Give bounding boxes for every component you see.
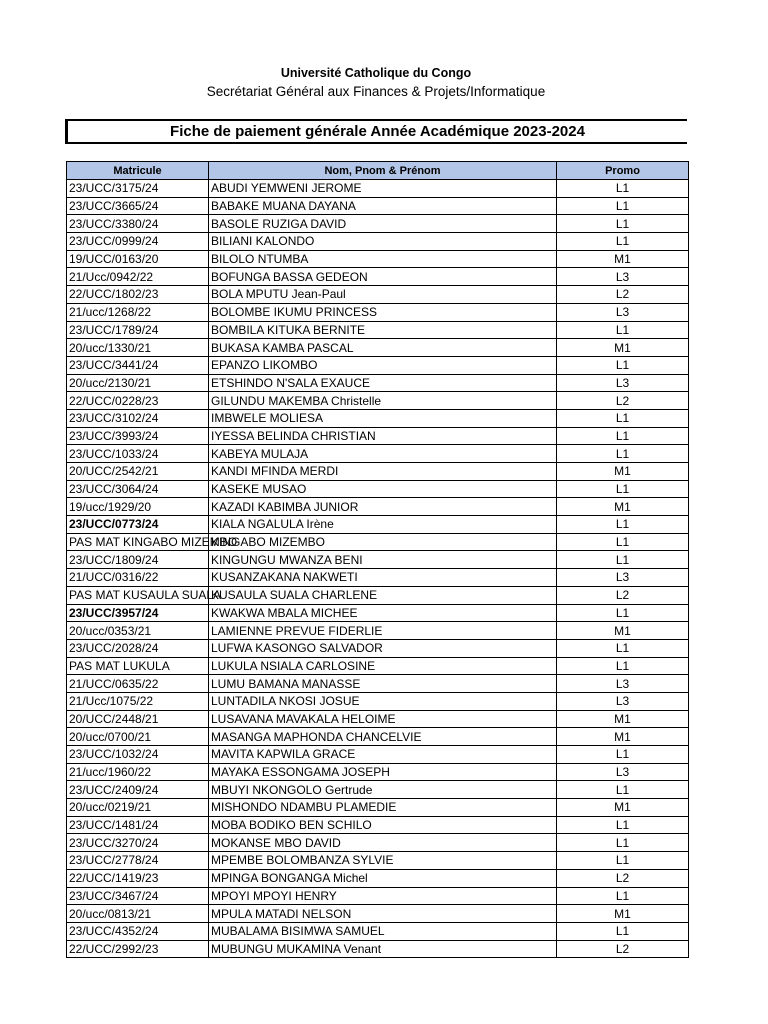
name-cell: BASOLE RUZIGA DAVID: [209, 215, 557, 233]
matricule-cell: 19/ucc/1929/20: [67, 498, 209, 516]
matricule-cell: 23/UCC/3993/24: [67, 427, 209, 445]
matricule-cell: 20/ucc/0219/21: [67, 799, 209, 817]
name-cell: KWAKWA MBALA MICHEE: [209, 604, 557, 622]
table-row: [67, 303, 689, 321]
table-row: [67, 710, 689, 728]
promo-cell: L1: [557, 657, 689, 675]
matricule-cell: 23/UCC/1032/24: [67, 746, 209, 764]
promo-cell: L1: [557, 604, 689, 622]
matricule-cell: 20/UCC/2448/21: [67, 710, 209, 728]
table-row: [67, 356, 689, 374]
promo-cell: L1: [557, 233, 689, 251]
name-cell: GILUNDU MAKEMBA Christelle: [209, 392, 557, 410]
matricule-cell: 21/ucc/1960/22: [67, 763, 209, 781]
name-cell: ETSHINDO N'SALA EXAUCE: [209, 374, 557, 392]
matricule-cell: 20/ucc/1330/21: [67, 339, 209, 357]
name-cell: KAZADI KABIMBA JUNIOR: [209, 498, 557, 516]
name-cell: LAMIENNE PREVUE FIDERLIE: [209, 622, 557, 640]
table-row: [67, 268, 689, 286]
table-row: [67, 551, 689, 569]
table-row: [67, 692, 689, 710]
table-row: [67, 728, 689, 746]
promo-cell: L1: [557, 781, 689, 799]
name-cell: MPEMBE BOLOMBANZA SYLVIE: [209, 852, 557, 870]
promo-cell: L1: [557, 887, 689, 905]
matricule-cell: 23/UCC/2778/24: [67, 852, 209, 870]
table-row: [67, 781, 689, 799]
name-cell: KASEKE MUSAO: [209, 480, 557, 498]
table-row: [67, 887, 689, 905]
matricule-cell: 23/UCC/3175/24: [67, 180, 209, 198]
matricule-cell: 20/UCC/2542/21: [67, 463, 209, 481]
name-cell: BUKASA KAMBA PASCAL: [209, 339, 557, 357]
table-row: [67, 869, 689, 887]
name-cell: MPOYI MPOYI HENRY: [209, 887, 557, 905]
name-cell: EPANZO LIKOMBO: [209, 356, 557, 374]
document-title: Fiche de paiement générale Année Académique 2023-2024: [65, 119, 687, 144]
promo-cell: L3: [557, 763, 689, 781]
table-row: [67, 569, 689, 587]
promo-cell: M1: [557, 710, 689, 728]
table-row: [67, 622, 689, 640]
matricule-cell: 23/UCC/1481/24: [67, 816, 209, 834]
promo-cell: L1: [557, 215, 689, 233]
table-row: [67, 321, 689, 339]
name-cell: LUKULA NSIALA CARLOSINE: [209, 657, 557, 675]
table-row: [67, 427, 689, 445]
matricule-cell: 23/UCC/3957/24: [67, 604, 209, 622]
promo-cell: L1: [557, 533, 689, 551]
table-row: [67, 657, 689, 675]
promo-cell: L3: [557, 675, 689, 693]
matricule-cell: 23/UCC/3102/24: [67, 409, 209, 427]
table-row: [67, 834, 689, 852]
name-cell: BOMBILA KITUKA BERNITE: [209, 321, 557, 339]
table-row: [67, 215, 689, 233]
table-row: [67, 816, 689, 834]
name-cell: LUSAVANA MAVAKALA HELOIME: [209, 710, 557, 728]
matricule-cell: PAS MAT KUSAULA SUALA: [67, 586, 209, 604]
table-row: [67, 746, 689, 764]
matricule-cell: 23/UCC/1789/24: [67, 321, 209, 339]
promo-cell: L2: [557, 286, 689, 304]
matricule-cell: 20/ucc/0813/21: [67, 905, 209, 923]
promo-cell: L3: [557, 569, 689, 587]
matricule-cell: 23/UCC/3064/24: [67, 480, 209, 498]
table-row: [67, 604, 689, 622]
name-cell: KANDI MFINDA MERDI: [209, 463, 557, 481]
table-row: [67, 250, 689, 268]
name-cell: ABUDI YEMWENI JEROME: [209, 180, 557, 198]
name-cell: BABAKE MUANA DAYANA: [209, 197, 557, 215]
matricule-cell: 23/UCC/1809/24: [67, 551, 209, 569]
department-name: Secrétariat Général aux Finances & Projets/Informatique: [206, 84, 546, 99]
matricule-cell: 20/ucc/2130/21: [67, 374, 209, 392]
column-header-matricule: Matricule: [67, 162, 209, 180]
name-cell: KUSANZAKANA NAKWETI: [209, 569, 557, 587]
table-row: [67, 180, 689, 198]
promo-cell: L1: [557, 834, 689, 852]
promo-cell: L2: [557, 586, 689, 604]
matricule-cell: 21/ucc/1268/22: [67, 303, 209, 321]
promo-cell: L1: [557, 409, 689, 427]
name-cell: MAVITA KAPWILA GRACE: [209, 746, 557, 764]
name-cell: MUBALAMA BISIMWA SAMUEL: [209, 922, 557, 940]
promo-cell: M1: [557, 728, 689, 746]
matricule-cell: PAS MAT KINGABO MIZEMBO: [67, 533, 209, 551]
table-row: [67, 905, 689, 923]
matricule-cell: 23/UCC/2028/24: [67, 639, 209, 657]
promo-cell: L3: [557, 374, 689, 392]
promo-cell: M1: [557, 799, 689, 817]
name-cell: KUSAULA SUALA CHARLENE: [209, 586, 557, 604]
table-row: [67, 533, 689, 551]
promo-cell: M1: [557, 463, 689, 481]
matricule-cell: 23/UCC/0999/24: [67, 233, 209, 251]
matricule-cell: 21/Ucc/0942/22: [67, 268, 209, 286]
promo-cell: L1: [557, 356, 689, 374]
name-cell: BOLA MPUTU Jean-Paul: [209, 286, 557, 304]
table-row: [67, 516, 689, 534]
matricule-cell: 23/UCC/1033/24: [67, 445, 209, 463]
promo-cell: L3: [557, 303, 689, 321]
name-cell: KIALA NGALULA Irène: [209, 516, 557, 534]
table-row: [67, 799, 689, 817]
matricule-cell: 22/UCC/1419/23: [67, 869, 209, 887]
name-cell: LUMU BAMANA MANASSE: [209, 675, 557, 693]
promo-cell: L1: [557, 852, 689, 870]
matricule-cell: 23/UCC/0773/24: [67, 516, 209, 534]
name-cell: MISHONDO NDAMBU PLAMEDIE: [209, 799, 557, 817]
promo-cell: L1: [557, 816, 689, 834]
table-row: [67, 922, 689, 940]
table-row: [67, 852, 689, 870]
name-cell: MPINGA BONGANGA Michel: [209, 869, 557, 887]
promo-cell: L1: [557, 516, 689, 534]
promo-cell: M1: [557, 622, 689, 640]
name-cell: KINGUNGU MWANZA BENI: [209, 551, 557, 569]
promo-cell: L1: [557, 321, 689, 339]
matricule-cell: 21/UCC/0316/22: [67, 569, 209, 587]
name-cell: MUBUNGU MUKAMINA Venant: [209, 940, 557, 958]
promo-cell: L1: [557, 427, 689, 445]
name-cell: IMBWELE MOLIESA: [209, 409, 557, 427]
promo-cell: L1: [557, 639, 689, 657]
matricule-cell: 23/UCC/4352/24: [67, 922, 209, 940]
matricule-cell: PAS MAT LUKULA: [67, 657, 209, 675]
matricule-cell: 23/UCC/3270/24: [67, 834, 209, 852]
column-header-promo: Promo: [557, 162, 689, 180]
promo-cell: L3: [557, 692, 689, 710]
name-cell: LUFWA KASONGO SALVADOR: [209, 639, 557, 657]
name-cell: MOKANSE MBO DAVID: [209, 834, 557, 852]
promo-cell: M1: [557, 250, 689, 268]
table-row: [67, 586, 689, 604]
table-row: [67, 480, 689, 498]
matricule-cell: 23/UCC/3467/24: [67, 887, 209, 905]
table-row: [67, 463, 689, 481]
name-cell: KINGABO MIZEMBO: [209, 533, 557, 551]
promo-cell: L3: [557, 268, 689, 286]
matricule-cell: 21/Ucc/1075/22: [67, 692, 209, 710]
promo-cell: L1: [557, 180, 689, 198]
name-cell: LUNTADILA NKOSI JOSUE: [209, 692, 557, 710]
promo-cell: L2: [557, 392, 689, 410]
name-cell: BOLOMBE IKUMU PRINCESS: [209, 303, 557, 321]
matricule-cell: 21/UCC/0635/22: [67, 675, 209, 693]
promo-cell: L2: [557, 940, 689, 958]
promo-cell: L1: [557, 480, 689, 498]
promo-cell: L1: [557, 551, 689, 569]
matricule-cell: 23/UCC/2409/24: [67, 781, 209, 799]
name-cell: MPULA MATADI NELSON: [209, 905, 557, 923]
promo-cell: M1: [557, 905, 689, 923]
name-cell: IYESSA BELINDA CHRISTIAN: [209, 427, 557, 445]
table-row: [67, 940, 689, 958]
promo-cell: M1: [557, 498, 689, 516]
table-row: [67, 763, 689, 781]
matricule-cell: 23/UCC/3665/24: [67, 197, 209, 215]
name-cell: BILOLO NTUMBA: [209, 250, 557, 268]
table-row: [67, 498, 689, 516]
matricule-cell: 23/UCC/3380/24: [67, 215, 209, 233]
name-cell: MAYAKA ESSONGAMA JOSEPH: [209, 763, 557, 781]
matricule-cell: 22/UCC/1802/23: [67, 286, 209, 304]
university-name: Université Catholique du Congo: [280, 66, 472, 80]
matricule-cell: 20/ucc/0700/21: [67, 728, 209, 746]
promo-cell: L1: [557, 922, 689, 940]
table-row: [67, 339, 689, 357]
matricule-cell: 23/UCC/3441/24: [67, 356, 209, 374]
table-row: [67, 197, 689, 215]
name-cell: KABEYA MULAJA: [209, 445, 557, 463]
matricule-cell: 20/ucc/0353/21: [67, 622, 209, 640]
table-row: [67, 286, 689, 304]
table-row: [67, 392, 689, 410]
column-header-name: Nom, Pnom & Prénom: [209, 162, 557, 180]
table-row: [67, 374, 689, 392]
payment-table: [66, 161, 689, 958]
matricule-cell: 19/UCC/0163/20: [67, 250, 209, 268]
table-row: [67, 409, 689, 427]
table-row: [67, 233, 689, 251]
table-header-row: [67, 162, 689, 180]
promo-cell: L1: [557, 746, 689, 764]
promo-cell: L2: [557, 869, 689, 887]
matricule-cell: 22/UCC/2992/23: [67, 940, 209, 958]
promo-cell: L1: [557, 197, 689, 215]
matricule-cell: 22/UCC/0228/23: [67, 392, 209, 410]
table-row: [67, 675, 689, 693]
name-cell: BILIANI KALONDO: [209, 233, 557, 251]
table-body: [67, 180, 689, 958]
table-row: [67, 639, 689, 657]
promo-cell: L1: [557, 445, 689, 463]
promo-cell: M1: [557, 339, 689, 357]
name-cell: MOBA BODIKO BEN SCHILO: [209, 816, 557, 834]
name-cell: BOFUNGA BASSA GEDEON: [209, 268, 557, 286]
name-cell: MASANGA MAPHONDA CHANCELVIE: [209, 728, 557, 746]
table-row: [67, 445, 689, 463]
name-cell: MBUYI NKONGOLO Gertrude: [209, 781, 557, 799]
